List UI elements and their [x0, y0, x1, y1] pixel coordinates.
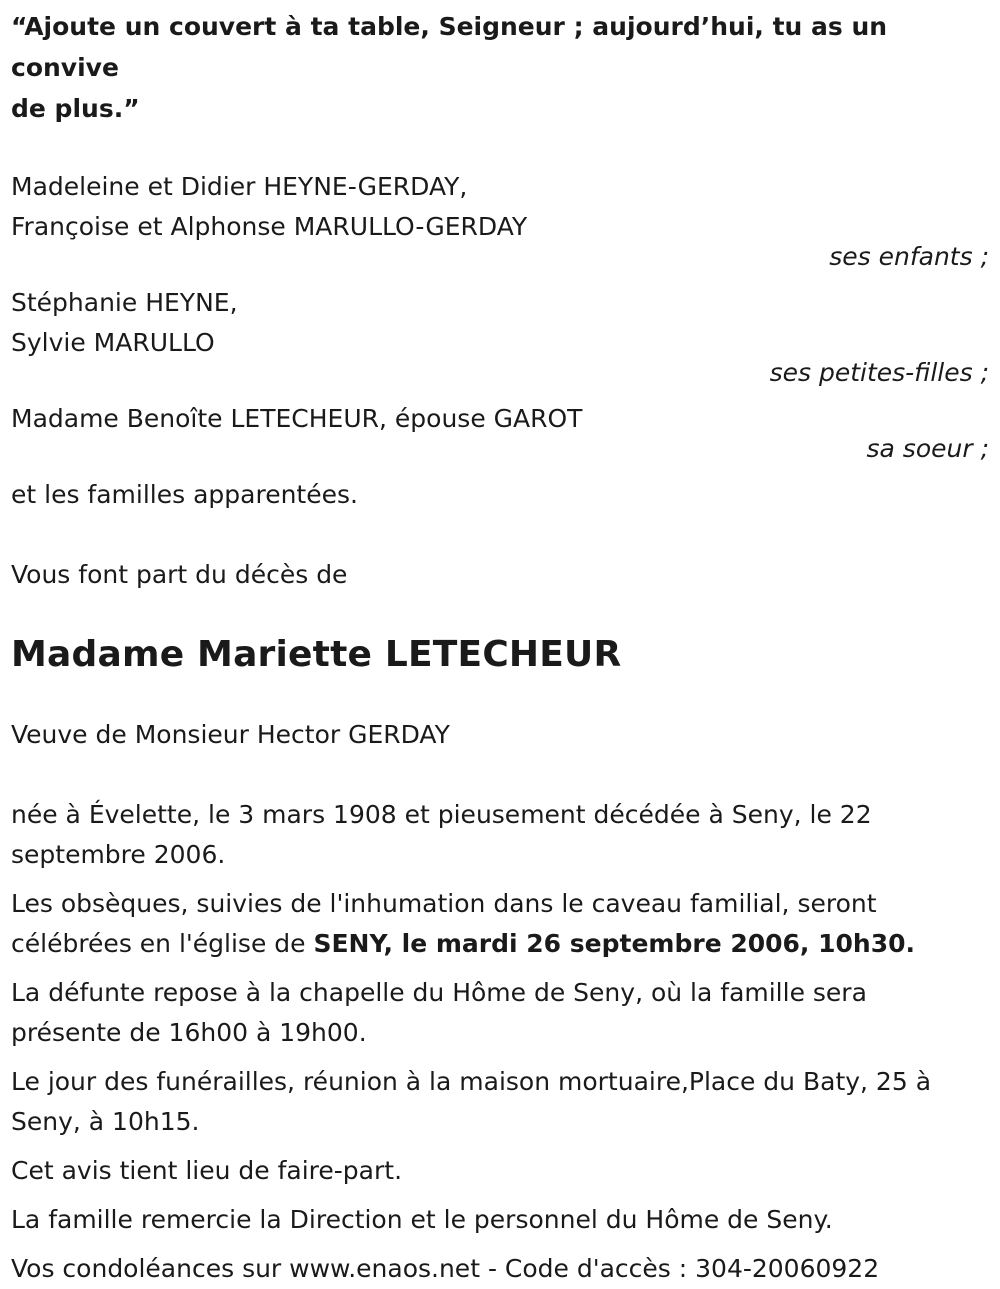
funeral-line-2 — [11, 924, 991, 964]
rest-paragraph — [11, 973, 991, 1053]
funeral-day-line-2: Seny, à 10h15. — [11, 1107, 200, 1136]
funeral-day-line-1: Le jour des funérailles, réunion à la maison mortuaire,Place du Baty, 25 à — [11, 1067, 932, 1096]
condolences-line: Vos condoléances sur www.enaos.net - Code d'accès : 304-20060922 — [11, 1254, 880, 1283]
birth-death-line-2: septembre 2006. — [11, 840, 226, 869]
grandchild-name-1: Stéphanie HEYNE, — [11, 288, 238, 317]
children-block — [11, 167, 991, 269]
children-role: ses enfants ; — [829, 242, 989, 271]
funeral-line-1: Les obsèques, suivies de l'inhumation dans le caveau familial, seront — [11, 889, 877, 918]
notice-line: Cet avis tient lieu de faire-part. — [11, 1156, 403, 1185]
announcement-line: Vous font part du décès de — [11, 560, 348, 589]
rest-line-2: présente de 16h00 à 19h00. — [11, 1018, 367, 1047]
funeral-paragraph — [11, 884, 991, 964]
funeral-line-2-prefix: célébrées en l'église de — [11, 929, 314, 958]
thanks-line: La famille remercie la Direction et le personnel du Hôme de Seny. — [11, 1205, 833, 1234]
deceased-name: Madame Mariette LETECHEUR — [11, 634, 622, 675]
opening-quote — [11, 6, 991, 129]
relatives-line: et les familles apparentées. — [11, 480, 358, 509]
quote-line-2: de plus.” — [11, 94, 140, 123]
quote-line-1: “Ajoute un couvert à ta table, Seigneur ; aujourd’hui, tu as un convive — [11, 12, 888, 82]
sister-role: sa soeur ; — [866, 434, 989, 463]
funeral-date-time: SENY, le mardi 26 septembre 2006, 10h30. — [313, 929, 916, 958]
sister-block — [11, 399, 991, 461]
birth-death-line-1: née à Évelette, le 3 mars 1908 et pieusement décédée à Seny, le 22 — [11, 800, 872, 829]
rest-line-1: La défunte repose à la chapelle du Hôme de Seny, où la famille sera — [11, 978, 867, 1007]
grandchildren-role: ses petites-filles ; — [769, 358, 989, 387]
grandchildren-block — [11, 283, 991, 385]
widow-of-line: Veuve de Monsieur Hector GERDAY — [11, 720, 450, 749]
child-name-2: Françoise et Alphonse MARULLO-GERDAY — [11, 212, 528, 241]
birth-death-paragraph — [11, 795, 991, 875]
sister-name: Madame Benoîte LETECHEUR, épouse GAROT — [11, 404, 583, 433]
child-name-1: Madeleine et Didier HEYNE-GERDAY, — [11, 172, 468, 201]
grandchild-name-2: Sylvie MARULLO — [11, 328, 215, 357]
obituary-notice — [11, 6, 991, 1289]
funeral-day-paragraph — [11, 1062, 991, 1142]
